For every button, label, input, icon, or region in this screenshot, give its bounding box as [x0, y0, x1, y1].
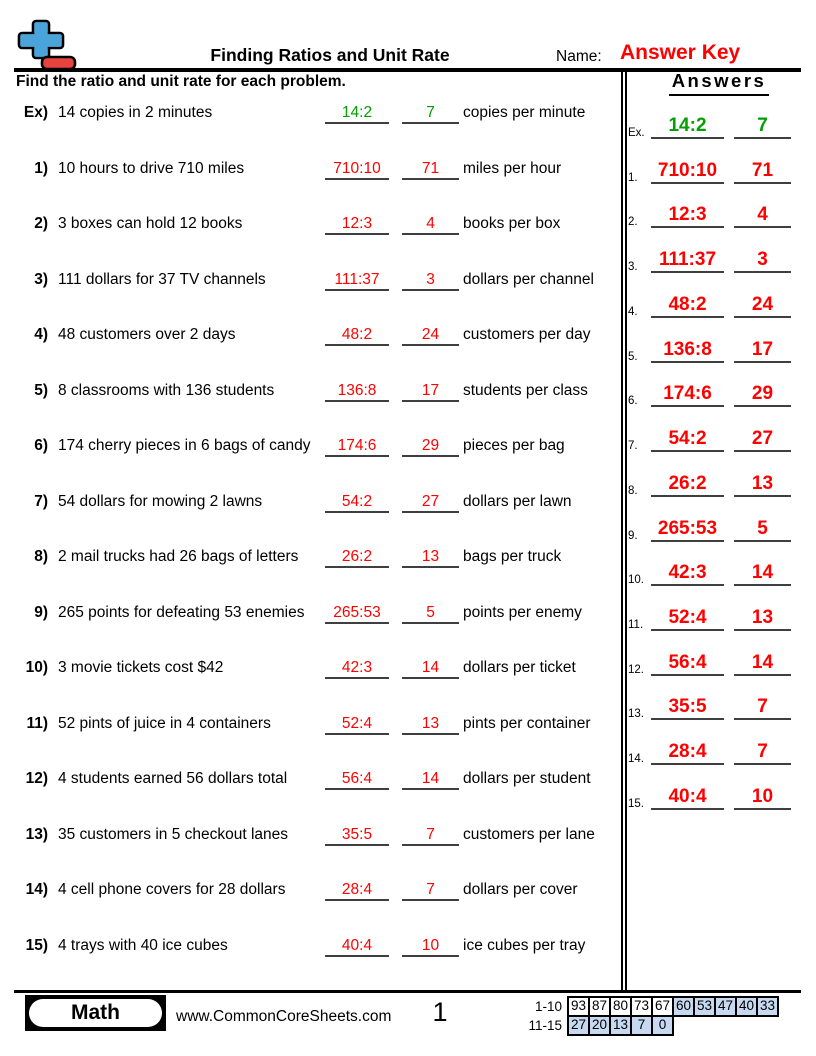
- unit-label: customers per lane: [463, 825, 595, 843]
- unit-rate-answer-blank: 4: [402, 212, 459, 235]
- unit-rate-answer-blank: 13: [402, 712, 459, 735]
- page-title: Finding Ratios and Unit Rate: [210, 45, 450, 65]
- ratio-answer-blank: 42:3: [325, 656, 389, 679]
- problem-number: 3): [34, 270, 48, 288]
- answer-key-row: [620, 382, 816, 408]
- answers-header: [630, 70, 808, 96]
- unit-rate-answer-blank: 24: [402, 323, 459, 346]
- unit-label: bags per truck: [463, 548, 562, 566]
- answer-ratio: 54:2: [651, 427, 724, 452]
- answer-key-row: [620, 472, 816, 498]
- answer-number: 15.: [628, 797, 644, 810]
- answer-ratio: 26:2: [651, 472, 724, 497]
- answer-unit-rate: 13: [734, 606, 791, 631]
- answer-ratio: 14:2: [651, 114, 724, 139]
- answer-unit-rate: 7: [734, 740, 791, 765]
- problem-row: [0, 823, 620, 851]
- score-cell: 40: [735, 996, 758, 1017]
- ratio-answer-blank: 111:37: [325, 268, 389, 291]
- problem-text: 35 customers in 5 checkout lanes: [58, 825, 289, 843]
- answer-number: 7.: [628, 440, 638, 453]
- problem-row: [0, 157, 620, 185]
- ratio-answer-blank: 48:2: [325, 323, 389, 346]
- ratio-answer-blank: 54:2: [325, 490, 389, 513]
- answer-key-text: Answer Key: [620, 41, 741, 64]
- problem-number: 11): [26, 714, 48, 732]
- answer-unit-rate: 14: [734, 651, 791, 676]
- ratio-answer-blank: 136:8: [325, 379, 389, 402]
- score-row-11-15: [480, 1015, 674, 1036]
- problem-number: 7): [34, 492, 48, 510]
- problem-text: 3 movie tickets cost $42: [58, 659, 224, 677]
- score-row-label: 1-10: [534, 999, 562, 1014]
- answer-unit-rate: 71: [734, 159, 791, 184]
- answer-key-row: [620, 695, 816, 721]
- problem-row: [0, 601, 620, 629]
- problem-number: 6): [34, 437, 48, 455]
- answer-key-row: [620, 651, 816, 677]
- unit-rate-answer-blank: 17: [402, 379, 459, 402]
- answer-unit-rate: 3: [734, 248, 791, 273]
- unit-label: books per box: [463, 215, 561, 233]
- unit-rate-answer-blank: 13: [402, 545, 459, 568]
- answer-number: 1.: [628, 171, 638, 184]
- unit-label: customers per day: [463, 326, 591, 344]
- problem-row: [0, 379, 620, 407]
- problem-row: [0, 767, 620, 795]
- answers-header-label: Answers: [669, 70, 770, 96]
- unit-rate-answer-blank: 7: [402, 823, 459, 846]
- answer-unit-rate: 29: [734, 382, 791, 407]
- ratio-answer-blank: 40:4: [325, 934, 389, 957]
- answer-ratio: 48:2: [651, 293, 724, 318]
- unit-rate-answer-blank: 14: [402, 767, 459, 790]
- answer-ratio: 12:3: [651, 203, 724, 228]
- ratio-answer-blank: 174:6: [325, 434, 389, 457]
- score-cells-1-10: [567, 996, 779, 1017]
- ratio-answer-blank: 14:2: [325, 101, 389, 124]
- answer-unit-rate: 17: [734, 338, 791, 363]
- problem-number: 1): [34, 159, 48, 177]
- problem-text: 111 dollars for 37 TV channels: [58, 270, 266, 288]
- ratio-answer-blank: 710:10: [325, 157, 389, 180]
- answer-unit-rate: 7: [734, 695, 791, 720]
- answer-unit-rate: 27: [734, 427, 791, 452]
- problem-number: Ex): [23, 104, 48, 121]
- answer-key-row: [620, 740, 816, 766]
- answer-key-row: [620, 338, 816, 364]
- answer-ratio: 174:6: [651, 382, 724, 407]
- answer-number: 14.: [628, 753, 644, 766]
- answer-ratio: 56:4: [651, 651, 724, 676]
- answer-number: 2.: [628, 216, 638, 229]
- problem-text: 14 copies in 2 minutes: [58, 104, 213, 121]
- problem-text: 4 students earned 56 dollars total: [58, 770, 288, 788]
- unit-rate-answer-blank: 71: [402, 157, 459, 180]
- problem-number: 14): [25, 881, 48, 899]
- footer-divider: [14, 990, 801, 993]
- unit-label: pints per container: [463, 714, 591, 732]
- problem-text: 4 cell phone covers for 28 dollars: [58, 881, 286, 899]
- problem-text: 174 cherry pieces in 6 bags of candy: [58, 437, 311, 455]
- unit-rate-answer-blank: 7: [402, 101, 459, 124]
- answer-key-row: [620, 114, 816, 140]
- answer-ratio: 136:8: [651, 338, 724, 363]
- answer-key-row: [620, 248, 816, 274]
- score-cell: 93: [567, 996, 590, 1017]
- unit-rate-answer-blank: 10: [402, 934, 459, 957]
- score-cell: 87: [588, 996, 611, 1017]
- score-cell: 13: [609, 1015, 632, 1036]
- unit-label: dollars per lawn: [463, 492, 572, 510]
- answer-number: 6.: [628, 395, 638, 408]
- answer-ratio: 40:4: [651, 785, 724, 810]
- ratio-answer-blank: 35:5: [325, 823, 389, 846]
- unit-label: dollars per student: [463, 770, 591, 788]
- answer-ratio: 710:10: [651, 159, 724, 184]
- unit-label: dollars per cover: [463, 881, 578, 899]
- unit-label: miles per hour: [463, 159, 562, 177]
- answer-ratio: 265:53: [651, 517, 724, 542]
- answer-unit-rate: 7: [734, 114, 791, 139]
- answer-number: 4.: [628, 305, 638, 318]
- ratio-answer-blank: 28:4: [325, 878, 389, 901]
- unit-label: ice cubes per tray: [463, 936, 586, 954]
- ratio-answer-blank: 265:53: [325, 601, 389, 624]
- ratio-answer-blank: 52:4: [325, 712, 389, 735]
- unit-label: dollars per channel: [463, 270, 594, 288]
- unit-rate-answer-blank: 3: [402, 268, 459, 291]
- problem-row: [0, 101, 620, 129]
- problem-text: 8 classrooms with 136 students: [58, 381, 275, 399]
- unit-label: dollars per ticket: [463, 659, 576, 677]
- answer-ratio: 42:3: [651, 561, 724, 586]
- score-cell: 47: [714, 996, 737, 1017]
- score-cell: 53: [693, 996, 716, 1017]
- website-url: www.CommonCoreSheets.com: [176, 1008, 392, 1025]
- unit-label: copies per minute: [463, 104, 586, 121]
- problem-text: 4 trays with 40 ice cubes: [58, 936, 228, 954]
- answer-unit-rate: 13: [734, 472, 791, 497]
- problem-row: [0, 656, 620, 684]
- problem-text: 265 points for defeating 53 enemies: [58, 603, 305, 621]
- instructions-text: Find the ratio and unit rate for each problem.: [16, 73, 346, 90]
- answer-key-row: [620, 606, 816, 632]
- score-cell: 80: [609, 996, 632, 1017]
- problem-number: 9): [34, 603, 48, 621]
- problem-number: 10): [25, 659, 48, 677]
- problem-number: 4): [34, 326, 48, 344]
- subject-badge: [25, 995, 166, 1031]
- problem-text: 54 dollars for mowing 2 lawns: [58, 492, 263, 510]
- answer-unit-rate: 5: [734, 517, 791, 542]
- problem-number: 15): [25, 936, 48, 954]
- answer-key-row: [620, 293, 816, 319]
- unit-label: pieces per bag: [463, 437, 565, 455]
- problem-row: [0, 323, 620, 351]
- answer-unit-rate: 10: [734, 785, 791, 810]
- score-cells-11-15: [567, 1015, 674, 1036]
- problem-row: [0, 878, 620, 906]
- unit-label: students per class: [463, 381, 588, 399]
- problem-text: 2 mail trucks had 26 bags of letters: [58, 548, 299, 566]
- name-label: Name:: [556, 48, 602, 65]
- answer-number: 11.: [628, 619, 644, 632]
- answer-number: 12.: [628, 663, 644, 676]
- score-cell: 20: [588, 1015, 611, 1036]
- problem-number: 8): [34, 548, 48, 566]
- answer-key-row: [620, 785, 816, 811]
- unit-rate-answer-blank: 27: [402, 490, 459, 513]
- answer-number: 5.: [628, 350, 638, 363]
- problem-row: [0, 212, 620, 240]
- answer-ratio: 28:4: [651, 740, 724, 765]
- answer-number: 9.: [628, 529, 638, 542]
- problem-text: 3 boxes can hold 12 books: [58, 215, 243, 233]
- score-cell: 67: [651, 996, 674, 1017]
- answer-key-row: [620, 517, 816, 543]
- answer-ratio: 35:5: [651, 695, 724, 720]
- score-cell: 73: [630, 996, 653, 1017]
- subject-badge-label: Math: [29, 999, 162, 1027]
- unit-rate-answer-blank: 5: [402, 601, 459, 624]
- answer-ratio: 52:4: [651, 606, 724, 631]
- score-cell: 60: [672, 996, 695, 1017]
- unit-rate-answer-blank: 7: [402, 878, 459, 901]
- problem-row: [0, 934, 620, 962]
- unit-rate-answer-blank: 29: [402, 434, 459, 457]
- page-number: 1: [432, 997, 448, 1027]
- score-cell: 7: [630, 1015, 653, 1036]
- answer-key-row: [620, 427, 816, 453]
- score-cell: 33: [756, 996, 779, 1017]
- score-cell: 0: [651, 1015, 674, 1036]
- problem-number: 13): [25, 825, 48, 843]
- problem-text: 52 pints of juice in 4 containers: [58, 714, 271, 732]
- ratio-answer-blank: 12:3: [325, 212, 389, 235]
- answer-number: 13.: [628, 708, 644, 721]
- answer-number: 3.: [628, 261, 638, 274]
- problem-number: 5): [34, 381, 48, 399]
- problem-row: [0, 545, 620, 573]
- unit-rate-answer-blank: 14: [402, 656, 459, 679]
- problem-row: [0, 490, 620, 518]
- score-row-label: 11-15: [528, 1018, 562, 1033]
- problem-number: 12): [25, 770, 48, 788]
- ratio-answer-blank: 26:2: [325, 545, 389, 568]
- answer-key-row: [620, 561, 816, 587]
- problem-row: [0, 712, 620, 740]
- problem-number: 2): [34, 215, 48, 233]
- answer-unit-rate: 4: [734, 203, 791, 228]
- answer-number: 8.: [628, 484, 638, 497]
- ratio-answer-blank: 56:4: [325, 767, 389, 790]
- unit-label: points per enemy: [463, 603, 582, 621]
- answer-number: 10.: [628, 574, 644, 587]
- answer-key-row: [620, 203, 816, 229]
- problem-row: [0, 434, 620, 462]
- score-cell: 27: [567, 1015, 590, 1036]
- score-row-1-10: [480, 996, 779, 1017]
- problem-text: 48 customers over 2 days: [58, 326, 236, 344]
- commoncoresheets-logo: [16, 19, 80, 73]
- answer-unit-rate: 24: [734, 293, 791, 318]
- answer-number: Ex.: [628, 127, 645, 139]
- answer-ratio: 111:37: [651, 248, 724, 273]
- answer-key-row: [620, 159, 816, 185]
- problem-row: [0, 268, 620, 296]
- answer-unit-rate: 14: [734, 561, 791, 586]
- problem-text: 10 hours to drive 710 miles: [58, 159, 245, 177]
